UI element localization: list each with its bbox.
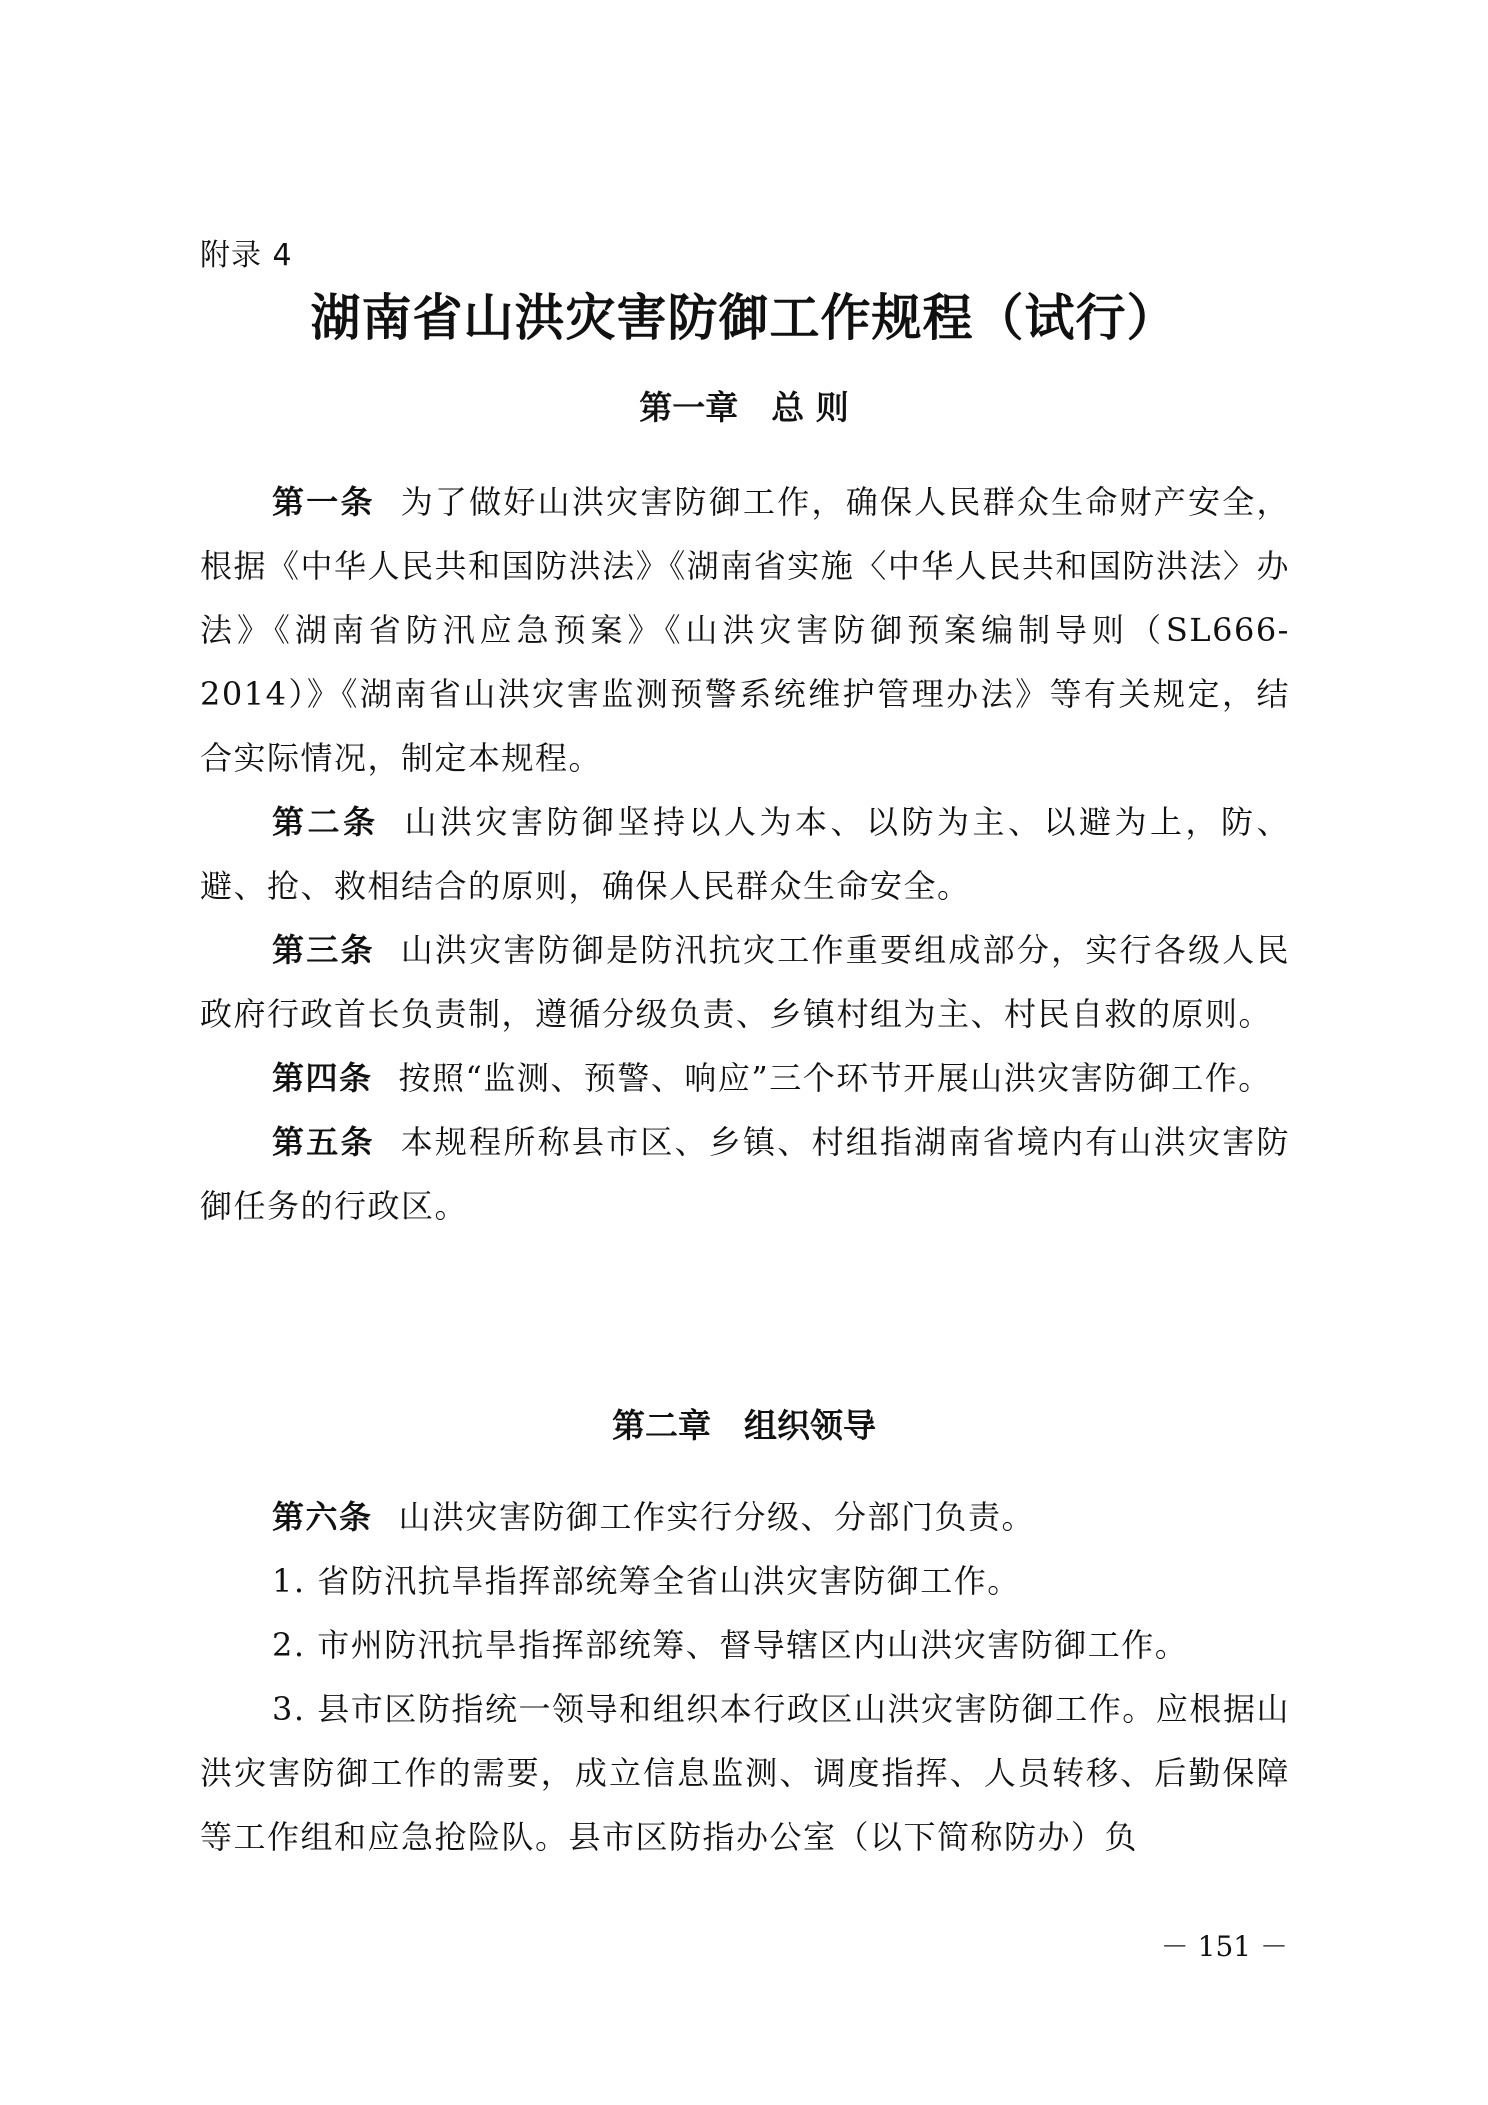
chapter-2-body xyxy=(200,1485,1290,1869)
page-number: － 151 － xyxy=(1160,1930,1288,1963)
article-text: 山洪灾害防御工作实行分级、分部门负责。 xyxy=(398,1498,1036,1536)
chapter-1-body xyxy=(200,470,1290,1238)
document-title: 湖南省山洪灾害防御工作规程（试行） xyxy=(310,289,1178,347)
article-3 xyxy=(200,918,1290,1046)
article-text: 山洪灾害防御坚持以人为本、以防为主、以避为上，防、避、抢、救相结合的原则，确保人民群众生命安全。 xyxy=(200,803,1290,905)
article-number: 第四条 xyxy=(272,1059,373,1097)
article-number: 第一条 xyxy=(272,483,375,521)
article-text: 本规程所称县市区、乡镇、村组指湖南省境内有山洪灾害防御任务的行政区。 xyxy=(200,1123,1290,1225)
article-text: 山洪灾害防御是防汛抗灾工作重要组成部分，实行各级人民政府行政首长负责制，遵循分级负责、乡镇村组为主、村民自救的原则。 xyxy=(200,931,1290,1033)
article-4 xyxy=(200,1046,1290,1110)
article-number: 第三条 xyxy=(272,931,375,969)
chapter-2-heading: 第二章 组织领导 xyxy=(612,1406,876,1445)
list-item: 2. 市州防汛抗旱指挥部统筹、督导辖区内山洪灾害防御工作。 xyxy=(272,1626,1189,1664)
article-number: 第五条 xyxy=(272,1123,375,1161)
article-2 xyxy=(200,790,1290,918)
article-5 xyxy=(200,1110,1290,1238)
chapter-1-heading: 第一章 总 则 xyxy=(639,388,849,427)
list-item: 3. 县市区防指统一领导和组织本行政区山洪灾害防御工作。应根据山洪灾害防御工作的需要，成立信息监测、调度指挥、人员转移、后勤保障等工作组和应急抢险队。县市区防指办公室（以下简称防办）负 xyxy=(200,1690,1290,1856)
list-item: 1. 省防汛抗旱指挥部统筹全省山洪灾害防御工作。 xyxy=(272,1562,1021,1600)
article-text: 按照“监测、预警、响应”三个环节开展山洪灾害防御工作。 xyxy=(398,1059,1272,1097)
article-number: 第六条 xyxy=(272,1498,373,1536)
appendix-label: 附录 4 xyxy=(200,238,293,273)
article-number: 第二条 xyxy=(272,803,379,841)
article-text: 为了做好山洪灾害防御工作，确保人民群众生命财产安全，根据《中华人民共和国防洪法》《湖南省实施〈中华人民共和国防洪法〉办法》《湖南省防汛应急预案》《山洪灾害防御预案编制导则（SL666-2014）》《湖南省山洪灾害监测预警系统维护管理办法》等有关规定，结合实际情况，制定本规程。 xyxy=(200,483,1290,777)
article-1 xyxy=(200,470,1290,790)
article-6 xyxy=(200,1485,1290,1549)
